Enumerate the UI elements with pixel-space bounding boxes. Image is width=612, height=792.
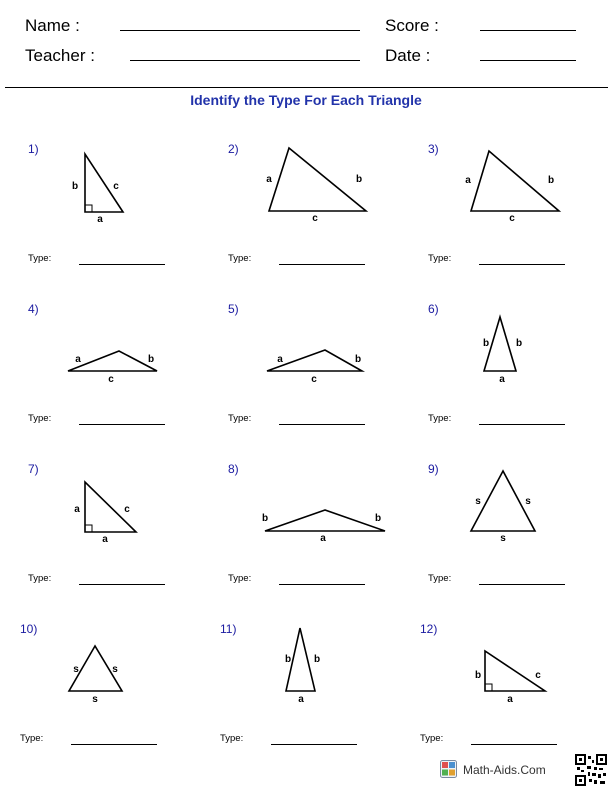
score-label: Score : — [385, 16, 439, 35]
side-label: a — [507, 694, 513, 705]
side-label: b — [354, 354, 362, 365]
problem-number: 4) — [28, 302, 39, 316]
triangle-figure — [28, 142, 198, 242]
side-label: a — [74, 504, 80, 515]
triangle-shape — [269, 148, 366, 211]
type-label: Type: — [428, 413, 452, 424]
side-label: a — [75, 354, 81, 365]
side-label: b — [374, 513, 382, 524]
type-answer-line[interactable] — [279, 584, 365, 585]
type-answer-line[interactable] — [271, 744, 357, 745]
side-label: a — [320, 533, 326, 544]
problem-number: 6) — [428, 302, 439, 316]
worksheet-title: Identify the Type For Each Triangle — [190, 92, 422, 108]
side-label: c — [108, 374, 114, 385]
type-answer-line[interactable] — [471, 744, 557, 745]
problem-number: 7) — [28, 462, 39, 476]
triangle-figure — [228, 142, 398, 242]
right-angle-marker — [85, 525, 92, 532]
side-label: c — [311, 374, 317, 385]
type-answer-line[interactable] — [71, 744, 157, 745]
type-label: Type: — [228, 413, 252, 424]
qr-code-icon — [575, 754, 607, 786]
score-field-line[interactable] — [480, 30, 576, 31]
side-label: b — [261, 513, 269, 524]
problem-number: 10) — [20, 622, 38, 636]
problem-number: 1) — [28, 142, 39, 156]
type-label: Type: — [28, 253, 52, 264]
right-angle-marker — [485, 684, 492, 691]
side-label: c — [509, 213, 515, 224]
problem-number: 12) — [420, 622, 438, 636]
header-divider — [5, 87, 608, 88]
problem-number: 5) — [228, 302, 239, 316]
problem-item — [28, 462, 228, 622]
triangle-figure — [28, 462, 198, 562]
brand-text: Math-Aids.Com — [463, 763, 546, 777]
type-label: Type: — [428, 253, 452, 264]
type-label: Type: — [20, 733, 44, 744]
side-label: b — [313, 654, 321, 665]
problem-item — [428, 302, 612, 462]
side-label: c — [312, 213, 318, 224]
name-label: Name : — [25, 16, 80, 35]
triangle-shape — [265, 510, 385, 531]
teacher-field-line[interactable] — [130, 60, 360, 61]
problem-number: 11) — [220, 622, 237, 636]
side-label: b — [71, 181, 79, 192]
triangle-figure — [28, 302, 198, 402]
side-label: b — [547, 175, 555, 186]
problem-item — [220, 622, 420, 782]
triangle-shape — [471, 151, 559, 211]
triangle-figure — [228, 302, 398, 402]
side-label: a — [465, 175, 471, 186]
triangle-figure — [220, 622, 390, 722]
triangle-figure — [428, 302, 598, 402]
side-label: b — [284, 654, 292, 665]
type-answer-line[interactable] — [79, 584, 165, 585]
type-label: Type: — [28, 573, 52, 584]
side-label: s — [525, 496, 531, 507]
side-label: c — [535, 670, 541, 681]
triangle-figure — [428, 142, 598, 242]
side-label: b — [474, 670, 482, 681]
side-label: s — [500, 533, 506, 544]
problem-item — [228, 462, 428, 622]
type-label: Type: — [228, 573, 252, 584]
side-label: a — [97, 214, 103, 225]
side-label: s — [475, 496, 481, 507]
problem-item — [28, 142, 228, 302]
type-answer-line[interactable] — [279, 264, 365, 265]
problem-item — [428, 142, 612, 302]
type-answer-line[interactable] — [479, 424, 565, 425]
side-label: b — [515, 338, 523, 349]
calculator-icon — [440, 760, 457, 778]
side-label: a — [277, 354, 283, 365]
side-label: b — [482, 338, 490, 349]
problem-item — [20, 622, 220, 782]
type-answer-line[interactable] — [279, 424, 365, 425]
problem-number: 8) — [228, 462, 239, 476]
side-label: c — [113, 181, 119, 192]
side-label: a — [499, 374, 505, 385]
type-label: Type: — [220, 733, 244, 744]
triangle-shape — [68, 351, 157, 371]
side-label: a — [102, 534, 108, 545]
side-label: s — [92, 694, 98, 705]
type-answer-line[interactable] — [479, 264, 565, 265]
side-label: a — [266, 174, 272, 185]
type-label: Type: — [228, 253, 252, 264]
date-label: Date : — [385, 46, 431, 65]
side-label: s — [73, 664, 79, 675]
triangle-figure — [428, 462, 598, 562]
side-label: a — [298, 694, 304, 705]
teacher-label: Teacher : — [25, 46, 95, 65]
side-label: c — [124, 504, 130, 515]
problem-item — [228, 142, 428, 302]
side-label: b — [355, 174, 363, 185]
problem-item — [428, 462, 612, 622]
type-label: Type: — [28, 413, 52, 424]
triangle-figure — [228, 462, 398, 562]
problem-number: 9) — [428, 462, 439, 476]
problem-item — [228, 302, 428, 462]
type-answer-line[interactable] — [479, 584, 565, 585]
type-answer-line[interactable] — [79, 264, 165, 265]
side-label: b — [147, 354, 155, 365]
problem-number: 3) — [428, 142, 439, 156]
name-field-line[interactable] — [120, 30, 360, 31]
problem-number: 2) — [228, 142, 239, 156]
type-label: Type: — [428, 573, 452, 584]
date-field-line[interactable] — [480, 60, 576, 61]
side-label: s — [112, 664, 118, 675]
type-label: Type: — [420, 733, 444, 744]
triangle-figure — [420, 622, 590, 722]
right-angle-marker — [85, 205, 92, 212]
type-answer-line[interactable] — [79, 424, 165, 425]
problem-item — [28, 302, 228, 462]
triangle-figure — [20, 622, 190, 722]
